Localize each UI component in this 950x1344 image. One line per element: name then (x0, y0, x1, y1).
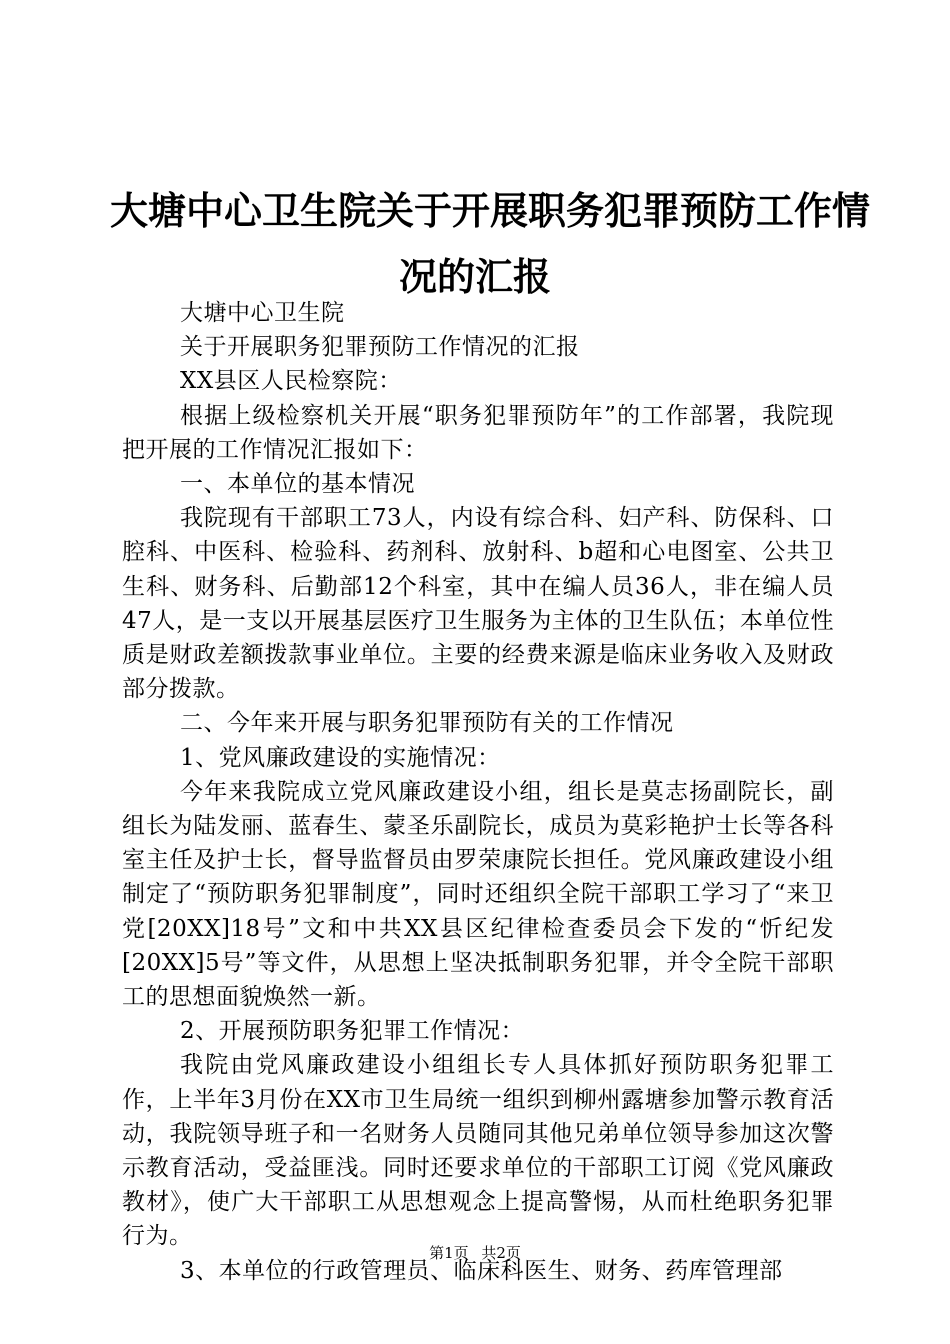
document-body (122, 296, 834, 1288)
paragraph-party-building: 今年来我院成立党风廉政建设小组，组长是莫志扬副院长，副组长为陆发丽、蓝春生、蒙圣乐副院长，成员为莫彩艳护士长等各科室主任及护士长，督导监督员由罗荣康院长担任。党风廉政建设小组制定了“预防职务犯罪制度”，同时还组织全院干部职工学习了“来卫党[20XX]18号”文和中共XX县区纪律检查委员会下发的“忻纪发[20XX]5号”等文件，从思想上坚决抵制职务犯罪，并令全院干部职工的思想面貌焕然一新。 (122, 778, 834, 1011)
section-heading-1: 一、本单位的基本情况 (180, 471, 415, 498)
subheading-1: 1、党风廉政建设的实施情况： (180, 744, 501, 771)
subheading-2: 2、开展预防职务犯罪工作情况： (180, 1018, 525, 1045)
paragraph-basic-info: 我院现有干部职工73人，内设有综合科、妇产科、防保科、口腔科、中医科、检验科、药剂科、放射科、b超和心电图室、公共卫生科、财务科、后勤部12个科室，其中在编人员36人，非在编人员47人，是一支以开展基层医疗卫生服务为主体的卫生队伍；本单位性质是财政差额拨款事业单位。主要的经费来源是临床业务收入及财政部分拨款。 (122, 505, 834, 703)
page-total: 共2页 (481, 1244, 521, 1262)
title-line-1: 大塘中心卫生院关于开展职务犯罪预防工作情 (110, 188, 871, 233)
paragraph-prevention-work: 我院由党风廉政建设小组组长专人具体抓好预防职务犯罪工作，上半年3月份在XX市卫生局统一组织到柳州露塘参加警示教育活动，我院领导班子和一名财务人员随同其他兄弟单位领导参加这次警示教育活动，受益匪浅。同时还要求单位的干部职工订阅《党风廉政教材》，使广大干部职工从思想观念上提高警惕，从而杜绝职务犯罪行为。 (122, 1052, 834, 1250)
paragraph-intro: 根据上级检察机关开展“职务犯罪预防年”的工作部署，我院现把开展的工作情况汇报如下： (122, 402, 834, 463)
section-heading-2: 二、今年来开展与职务犯罪预防有关的工作情况 (180, 710, 674, 737)
paragraph-unit-name: 大塘中心卫生院 (180, 300, 345, 326)
page-number: 第1页 (429, 1244, 469, 1262)
document-title (110, 178, 871, 310)
title-line-2: 况的汇报 (398, 254, 551, 299)
subheading-3: 3、本单位的行政管理员、临床科医生、财务、药库管理部 (180, 1257, 783, 1284)
paragraph-subtitle: 关于开展职务犯罪预防工作情况的汇报 (180, 334, 580, 361)
page-footer (0, 1242, 950, 1263)
paragraph-addressee: XX县区人民检察院： (180, 368, 402, 395)
